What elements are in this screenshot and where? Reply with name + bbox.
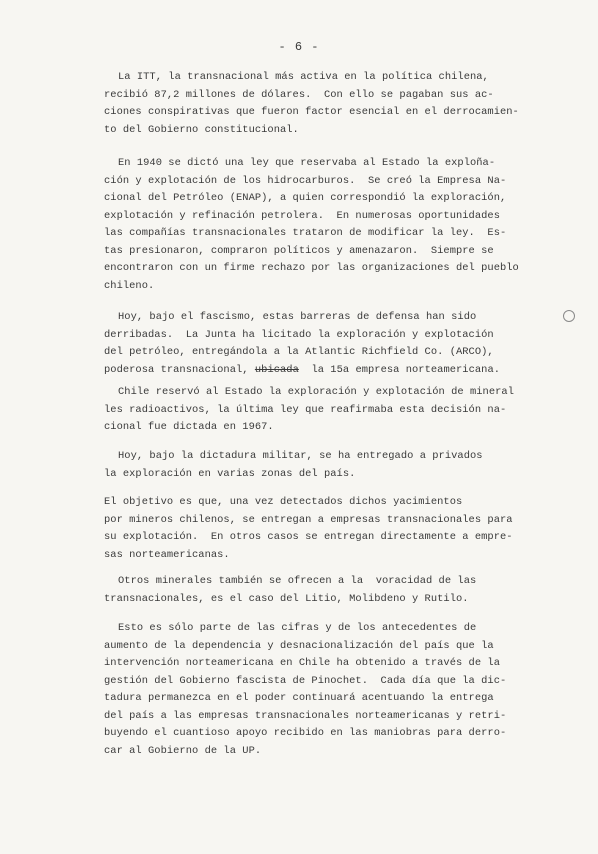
text-line: su explotación. En otros casos se entregan directamente a empre- xyxy=(104,531,513,543)
text-line: car al Gobierno de la UP. xyxy=(104,744,262,757)
text-line: encontraron con un firme rechazo por las organizaciones del pueblo xyxy=(104,262,519,274)
paragraph-conclusion xyxy=(104,620,544,760)
text-line: Otros minerales también se ofrecen a la voracidad de las xyxy=(118,575,477,587)
text-line: Chile reservó al Estado la exploración y explotación de mineral xyxy=(118,386,514,398)
struck-word: ubicada xyxy=(254,363,299,376)
text-line: por mineros chilenos, se entregan a empresas transnacionales para xyxy=(104,513,513,526)
text-line: derribadas. La Junta ha licitado la exploración y explotación xyxy=(104,328,494,341)
text-line: chileno. xyxy=(104,279,155,292)
text-line: recibió 87,2 millones de dólares. Con ello se pagaban sus ac- xyxy=(104,88,494,101)
text-line: Esto es sólo parte de las cifras y de los antecedentes de xyxy=(118,622,477,634)
paragraph-dictadura-privados xyxy=(104,448,544,483)
paragraph-radioactivos xyxy=(104,384,544,437)
text-line: cional fue dictada en 1967. xyxy=(104,421,274,433)
text-line: del petróleo, entregándola a la Atlantic Richfield Co. (ARCO), xyxy=(104,346,494,358)
text-line: aumento de la dependencia y desnacionalización del país que la xyxy=(104,639,494,652)
text-line: ción y explotación de los hidrocarburos. Se creó la Empresa Na- xyxy=(104,174,507,187)
text-line: El objetivo es que, una vez detectados dichos yacimientos xyxy=(104,496,463,508)
text-line: la exploración en varias zonas del país. xyxy=(104,467,356,480)
paragraph-itt xyxy=(104,69,544,139)
text-line: Hoy, bajo el fascismo, estas barreras de defensa han sido xyxy=(118,311,477,323)
paragraph-otros-minerales xyxy=(104,573,544,608)
text-line: cional del Petróleo (ENAP), a quien correspondió la exploración, xyxy=(104,192,507,204)
text-line: las compañías transnacionales trataron de modificar la ley. Es- xyxy=(104,227,507,239)
text-line: Hoy, bajo la dictadura militar, se ha entregado a privados xyxy=(118,450,483,462)
paragraph-hidrocarburos xyxy=(104,155,544,295)
text-fragment: poderosa transnacional, xyxy=(104,363,249,376)
text-line: transnacionales, es el caso del Litio, Molibdeno y Rutilo. xyxy=(104,592,469,605)
page-number: - 6 - xyxy=(278,40,320,54)
text-line: del país a las empresas transnacionales norteamericanas y retri- xyxy=(104,709,507,722)
punch-hole xyxy=(563,310,575,322)
text-line: les radioactivos, la última ley que reafirmaba esta decisión na- xyxy=(104,403,507,416)
text-line: En 1940 se dictó una ley que reservaba al Estado la exploña- xyxy=(118,157,496,169)
text-line: ciones conspirativas que fueron factor esencial en el derrocamien- xyxy=(104,106,519,118)
text-line xyxy=(104,362,544,380)
text-line: tas presionaron, compraron políticos y amenazaron. Siempre se xyxy=(104,244,494,257)
text-line: to del Gobierno constitucional. xyxy=(104,123,299,136)
text-line: tadura permanezca en el poder continuará acentuando la entrega xyxy=(104,692,494,704)
text-fragment: la 15a empresa norteamericana. xyxy=(311,363,501,376)
text-line: sas norteamericanas. xyxy=(104,548,230,561)
text-line: La ITT, la transnacional más activa en la política chilena, xyxy=(118,71,489,83)
text-line: gestión del Gobierno fascista de Pinochet. Cada día que la dic- xyxy=(104,674,507,687)
text-line: explotación y refinación petrolera. En numerosas oportunidades xyxy=(104,209,500,222)
text-line: intervención norteamericana en Chile ha obtenido a través de la xyxy=(104,657,500,669)
paragraph-objetivo xyxy=(104,494,544,564)
paragraph-fascismo-petroleo xyxy=(104,309,544,379)
text-line: buyendo el cuantioso apoyo recibido en las maniobras para derro- xyxy=(104,727,507,739)
